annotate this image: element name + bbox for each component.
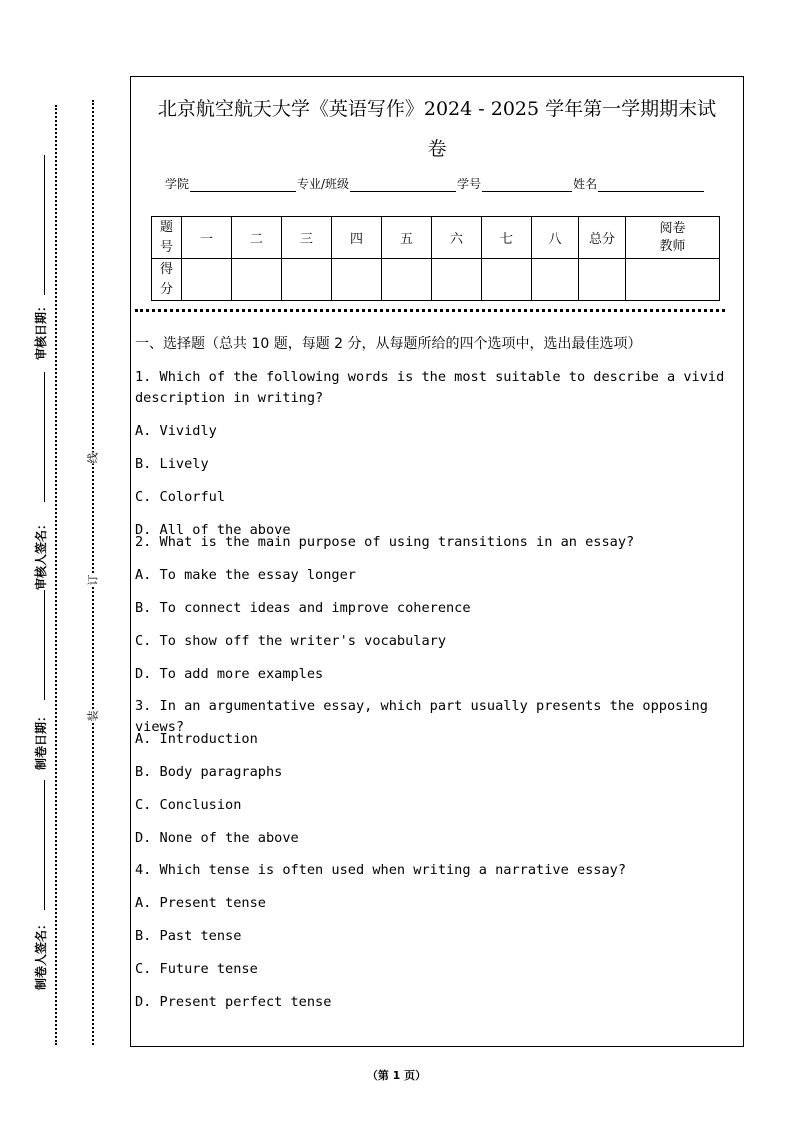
col-header: 总分 — [579, 217, 626, 259]
score-cell[interactable] — [382, 259, 432, 301]
col-header: 三 — [282, 217, 332, 259]
exam-title-line2: 卷 — [427, 138, 447, 160]
student-id-label: 学号 — [457, 177, 482, 191]
option-b[interactable]: B. Lively — [135, 456, 209, 472]
option-d[interactable]: D. Present perfect tense — [135, 994, 332, 1010]
score-row-header — [152, 259, 182, 301]
option-b[interactable]: B. Body paragraphs — [135, 764, 283, 780]
score-cell[interactable] — [432, 259, 482, 301]
question-number-header — [152, 217, 182, 259]
col-header: 七 — [482, 217, 532, 259]
col-header: 二 — [232, 217, 282, 259]
dotted-separator — [135, 309, 725, 312]
college-field[interactable] — [190, 179, 296, 192]
option-b[interactable]: B. To connect ideas and improve coherence — [135, 600, 471, 616]
option-a[interactable]: A. To make the essay longer — [135, 567, 356, 583]
option-a[interactable]: A. Vividly — [135, 423, 217, 439]
option-c[interactable]: C. Conclusion — [135, 797, 242, 813]
question-1 — [135, 367, 741, 538]
question-stem: 1. Which of the following words is the most suitable to describe a vivid description in writing? — [135, 369, 725, 406]
score-cell[interactable] — [332, 259, 382, 301]
col-header: 五 — [382, 217, 432, 259]
maker-sign-line — [44, 780, 45, 910]
score-cell[interactable] — [579, 259, 626, 301]
maker-sign-label: 制卷人签名： — [34, 917, 48, 990]
option-a[interactable]: A. Introduction — [135, 731, 258, 747]
option-a[interactable]: A. Present tense — [135, 895, 266, 911]
name-field[interactable] — [598, 179, 704, 192]
student-info-row — [165, 175, 705, 192]
option-c[interactable]: C. Colorful — [135, 489, 226, 505]
question-3 — [135, 696, 741, 846]
major-label: 专业/班级 — [297, 177, 350, 191]
option-c[interactable]: C. To show off the writer's vocabulary — [135, 633, 446, 649]
grader-label: 阅卷教师 — [659, 220, 686, 254]
option-b[interactable]: B. Past tense — [135, 928, 242, 944]
col-header-grader — [626, 217, 720, 259]
score-cell[interactable] — [626, 259, 720, 301]
review-date-line — [44, 155, 45, 295]
option-c[interactable]: C. Future tense — [135, 961, 258, 977]
review-date-label: 审核日期： — [34, 299, 48, 360]
binding-char-order: 订 — [86, 574, 100, 586]
question-stem: 4. Which tense is often used when writing a narrative essay? — [135, 862, 627, 878]
col-header: 八 — [532, 217, 579, 259]
score-row-label: 得分 — [159, 261, 173, 297]
question-number-label: 题号 — [159, 219, 173, 255]
exam-title — [131, 89, 743, 169]
page-number: （第 1 页） — [366, 1069, 427, 1082]
question-stem: 2. What is the main purpose of using transitions in an essay? — [135, 534, 635, 550]
score-cell[interactable] — [532, 259, 579, 301]
question-4 — [135, 860, 741, 1010]
reviewer-sign-label: 审核人签名： — [34, 517, 48, 590]
name-label: 姓名 — [573, 177, 598, 191]
college-label: 学院 — [165, 177, 190, 191]
option-d[interactable]: D. To add more examples — [135, 666, 324, 682]
outer-dotted-line — [55, 105, 57, 1045]
binding-char-line: 线 — [86, 452, 100, 464]
score-table — [151, 216, 720, 301]
col-header: 六 — [432, 217, 482, 259]
major-field[interactable] — [350, 179, 456, 192]
score-cell[interactable] — [232, 259, 282, 301]
reviewer-sign-line — [44, 372, 45, 502]
binding-dotted-line — [92, 100, 94, 1045]
exam-title-line1: 北京航空航天大学《英语写作》2024 - 2025 学年第一学期期末试 — [157, 98, 717, 120]
student-id-field[interactable] — [482, 179, 572, 192]
make-date-line — [44, 590, 45, 700]
col-header: 一 — [182, 217, 232, 259]
question-stem: 3. In an argumentative essay, which part usually presents the opposing views? — [135, 698, 708, 735]
question-2 — [135, 532, 741, 682]
col-header: 四 — [332, 217, 382, 259]
option-d[interactable]: D. All of the above — [135, 522, 291, 538]
make-date-label: 制卷日期： — [34, 709, 48, 770]
score-cell[interactable] — [282, 259, 332, 301]
binding-char-bind: 装 — [86, 710, 100, 722]
section-heading: 一、选择题（总共 10 题，每题 2 分，从每题所给的四个选项中，选出最佳选项） — [135, 336, 642, 352]
score-cell[interactable] — [482, 259, 532, 301]
exam-frame — [130, 76, 744, 1047]
score-cell[interactable] — [182, 259, 232, 301]
option-d[interactable]: D. None of the above — [135, 830, 299, 846]
